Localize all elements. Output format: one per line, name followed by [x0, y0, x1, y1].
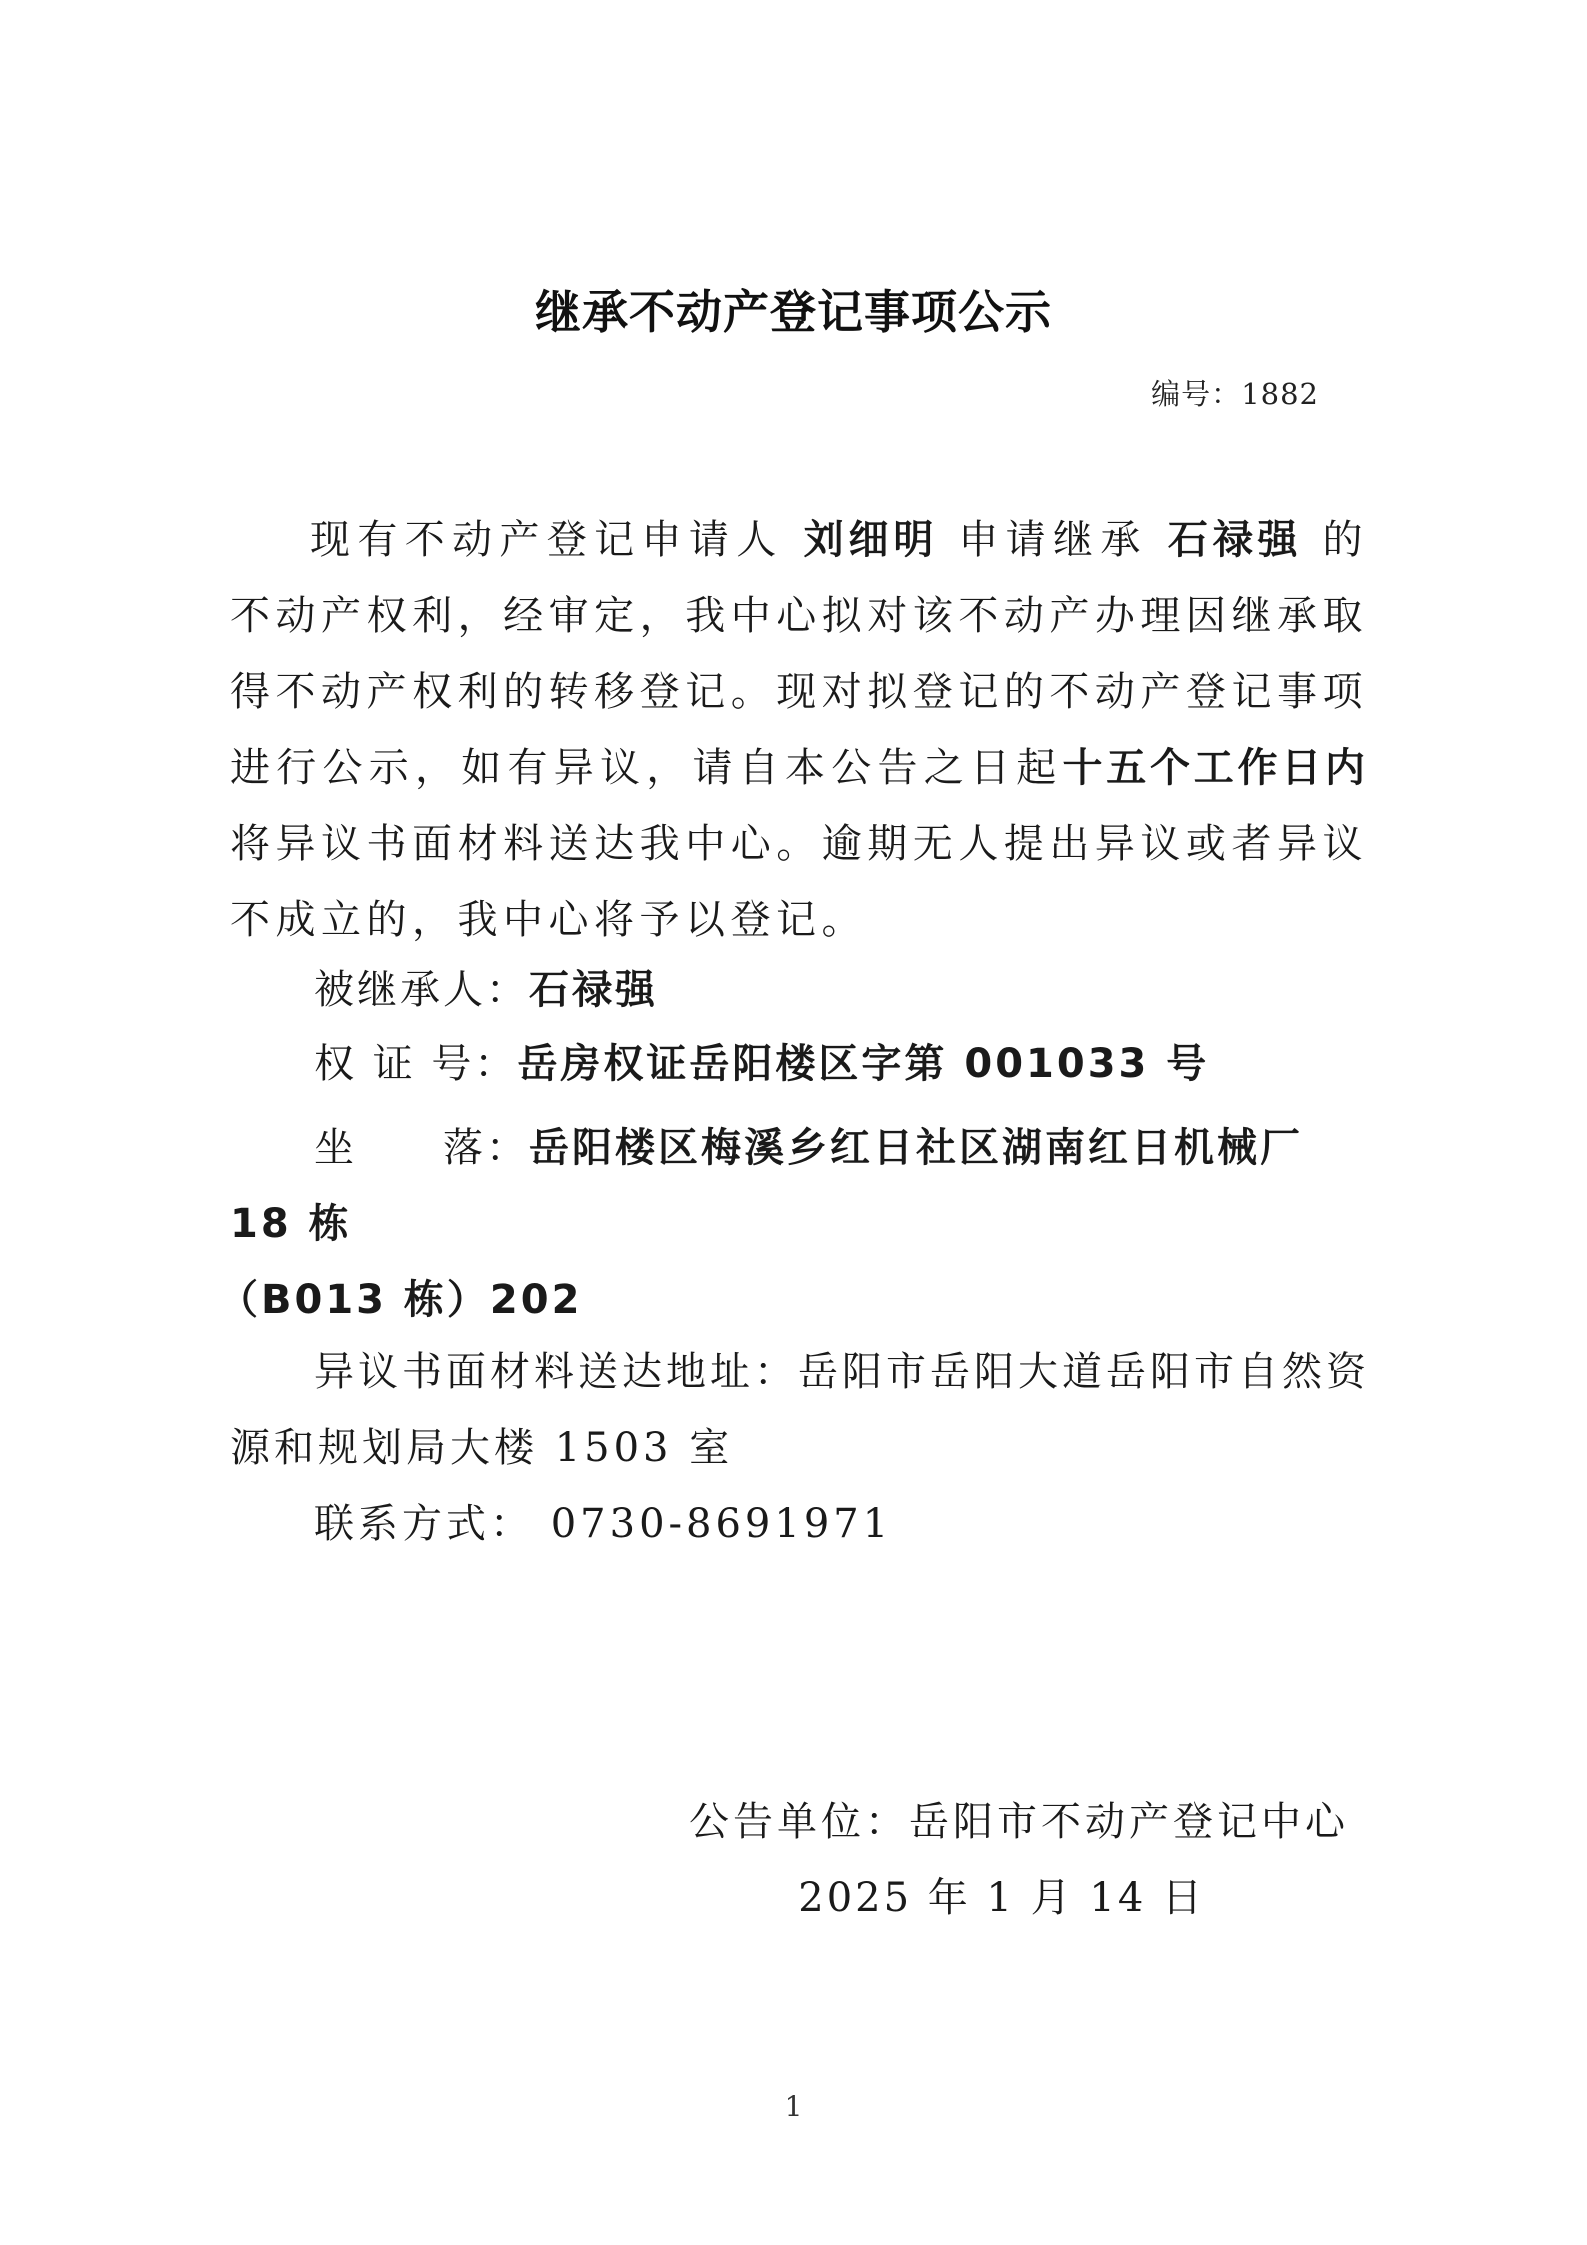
intro-part3: 的不动产权利，经审定，我中心拟对该不动产办理因继承取得不动产权利的转移登记。现对拟登记的不动产登记事项进行公示，如有异议，请自本公告之日起 — [230, 517, 1368, 791]
certificate-field-label: 权 证 号： — [314, 1041, 518, 1087]
certificate-field-value: 岳房权证岳阳楼区字第 001033 号 — [517, 1041, 1210, 1087]
contact-info — [230, 1486, 1370, 1562]
issuer-signature — [689, 1790, 1349, 1847]
issuer-label: 公告单位： — [689, 1799, 909, 1845]
location-field-value-line1: 岳阳楼区梅溪乡红日社区湖南红日机械厂 18 栋 — [230, 1125, 1303, 1247]
document-title: 继承不动产登记事项公示 — [535, 285, 1052, 339]
decedent-field-label: 被继承人： — [314, 967, 529, 1013]
location-field — [218, 1110, 1370, 1338]
location-field-value-line2: （B013 栋）202 — [218, 1277, 583, 1323]
notice-paragraph — [230, 502, 1368, 958]
issuer-value: 岳阳市不动产登记中心 — [909, 1799, 1349, 1845]
decedent-field-value: 石禄强 — [529, 967, 658, 1013]
location-field-label: 坐 落： — [314, 1125, 529, 1171]
objection-address-label: 异议书面材料送达地址： — [314, 1349, 798, 1395]
applicant-name: 刘细明 — [803, 517, 939, 563]
notice-body — [230, 502, 1368, 958]
certificate-field — [230, 1026, 1370, 1102]
objection-address — [230, 1334, 1370, 1486]
contact-value: 0730-8691971 — [534, 1501, 893, 1547]
page-number: 1 — [784, 2090, 803, 2123]
document-number-value: 1882 — [1241, 377, 1319, 411]
issue-date: 2025 年 1 月 14 日 — [798, 1875, 1205, 1921]
intro-part2: 申请继承 — [958, 517, 1148, 563]
objection-deadline: 十五个工作日内 — [1062, 745, 1368, 791]
intro-part4: 将异议书面材料送达我中心。逾期无人提出异议或者异议不成立的，我中心将予以登记。 — [230, 821, 1368, 943]
decedent-field — [230, 952, 1370, 1028]
objection-address-value: 岳阳市岳阳大道岳阳市自然资源和规划局大楼 1503 室 — [230, 1349, 1370, 1471]
intro-part1: 现有不动产登记申请人 — [310, 517, 784, 563]
decedent-name: 石禄强 — [1167, 517, 1303, 563]
document-number — [1151, 372, 1319, 413]
contact-label: 联系方式： — [314, 1501, 534, 1547]
document-number-label: 编号： — [1151, 377, 1242, 411]
